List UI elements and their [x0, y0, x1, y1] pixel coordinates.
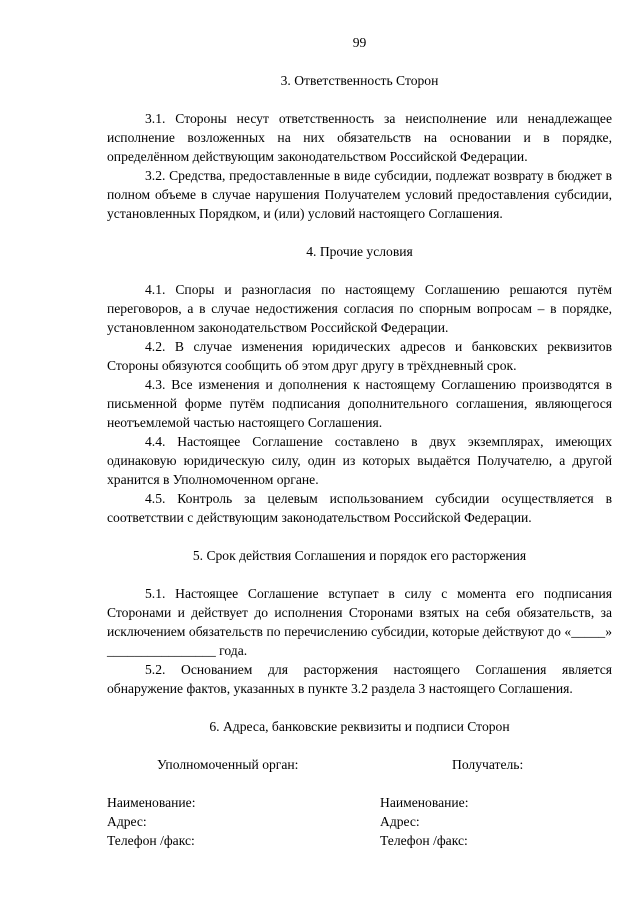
section-5-heading: 5. Срок действия Соглашения и порядок его расторжения	[192, 548, 527, 563]
clause-3-2: 3.2. Средства, предоставленные в виде субсидии, подлежат возврату в бюджет в полном объеме в случае нарушения Получателем условий предоставления субсидии, установленных Порядком, и (или) условий настоящего Соглашения.	[107, 168, 612, 221]
clause-3-1: 3.1. Стороны несут ответственность за неисполнение или ненадлежащее исполнение возложенных на них обязательств на основании и в порядке, определённом действующим законодательством Российской Федерации.	[107, 111, 612, 164]
signature-headings	[107, 755, 612, 774]
authority-address-label: Адрес:	[107, 814, 147, 829]
section-6-heading: 6. Адреса, банковские реквизиты и подписи Сторон	[209, 719, 510, 734]
recipient-address-label: Адрес:	[380, 814, 420, 829]
authority-details	[107, 793, 380, 850]
recipient-details	[380, 793, 612, 850]
document-page	[107, 33, 612, 850]
clause-4-2: 4.2. В случае изменения юридических адресов и банковских реквизитов Стороны обязуются сообщить об этом друг другу в трёхдневный срок.	[107, 339, 612, 373]
recipient-phone-label: Телефон /факс:	[380, 833, 468, 848]
clause-4-4: 4.4. Настоящее Соглашение составлено в двух экземплярах, имеющих одинаковую юридическую силу, один из которых выдаётся Получателю, а другой хранится в Уполномоченном органе.	[107, 434, 612, 487]
clause-4-5: 4.5. Контроль за целевым использованием субсидии осуществляется в соответствии с действующим законодательством Российской Федерации.	[107, 491, 612, 525]
clause-5-2: 5.2. Основанием для расторжения настоящего Соглашения является обнаружение фактов, указанных в пункте 3.2 раздела 3 настоящего Соглашения.	[107, 662, 612, 696]
clause-4-1: 4.1. Споры и разногласия по настоящему Соглашению решаются путём переговоров, а в случае недостижения согласия по спорным вопросам – в порядке, установленном законодательством Российской Федерации.	[107, 282, 612, 335]
authority-name-label: Наименование:	[107, 795, 196, 810]
clause-4-3: 4.3. Все изменения и дополнения к настоящему Соглашению производятся в письменной форме путём подписания дополнительного соглашения, являющегося неотъемлемой частью настоящего Соглашения.	[107, 377, 612, 430]
recipient-name-label: Наименование:	[380, 795, 469, 810]
recipient-title: Получатель:	[452, 757, 524, 772]
section-3-heading: 3. Ответственность Сторон	[280, 73, 439, 88]
signature-block	[107, 793, 612, 850]
page-number: 99	[352, 35, 367, 50]
section-4-heading: 4. Прочие условия	[306, 244, 413, 259]
authority-phone-label: Телефон /факс:	[107, 833, 195, 848]
clause-5-1: 5.1. Настоящее Соглашение вступает в силу с момента его подписания Сторонами и действует до исполнения Сторонами взятых на себя обязательств, за исключением обязательств по перечислению субсидии, которые действуют до «_____» ________________ года.	[107, 586, 612, 658]
authority-title: Уполномоченный орган:	[157, 757, 299, 772]
